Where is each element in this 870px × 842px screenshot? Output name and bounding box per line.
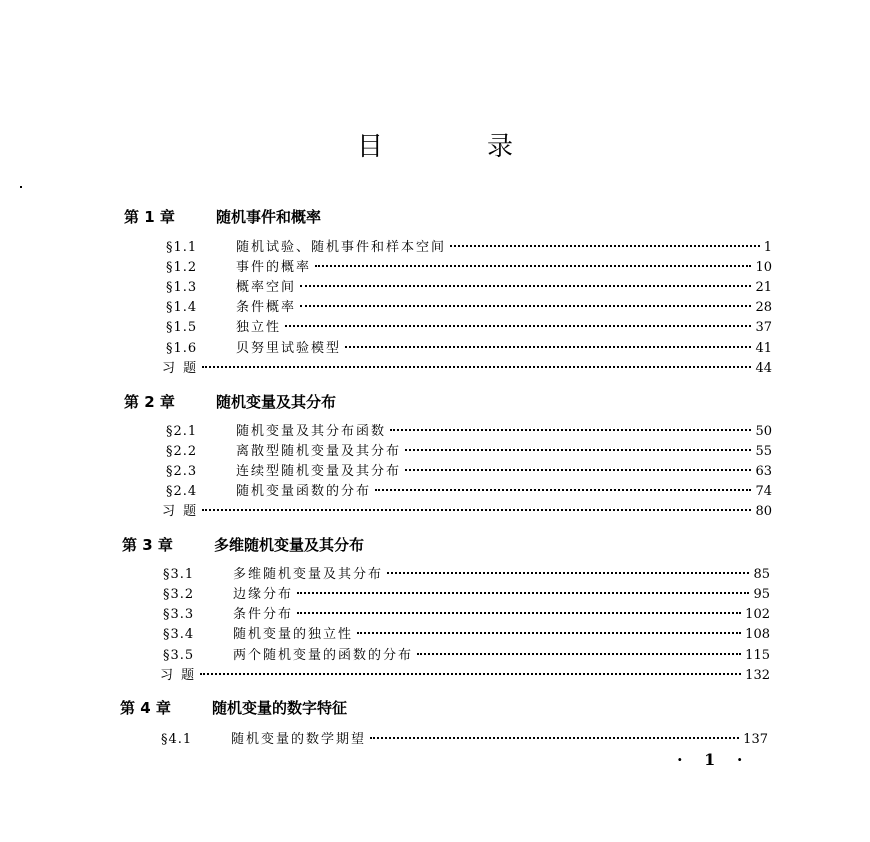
page-title-char-1: 目: [356, 132, 383, 162]
page-title-char-2: 录: [487, 132, 514, 162]
toc-entry[interactable]: [166, 483, 772, 501]
toc-entry[interactable]: [166, 259, 772, 277]
leader-dots: [300, 305, 751, 307]
leader-dots: [387, 572, 749, 574]
toc-entry[interactable]: [166, 279, 772, 297]
leader-dots: [297, 612, 741, 614]
section-title: 两个随机变量的函数的分布: [233, 648, 414, 663]
section-number: §3.5: [163, 648, 195, 663]
page-number: 74: [755, 484, 772, 499]
page-number: 50: [755, 424, 772, 439]
page-number: 21: [755, 280, 772, 295]
leader-dots: [300, 285, 751, 287]
page-number: 1: [763, 240, 772, 255]
chapter-title: 多维随机变量及其分布: [214, 536, 365, 554]
leader-dots: [390, 429, 751, 431]
page-number: 102: [745, 607, 770, 622]
chapter-title: 随机事件和概率: [216, 208, 322, 226]
page-number: 95: [753, 587, 770, 602]
section-number: §2.2: [166, 444, 198, 459]
toc-entry[interactable]: [161, 731, 768, 749]
section-number: §2.4: [166, 484, 198, 499]
page-footer-number: · 1 ·: [677, 750, 751, 769]
toc-entry[interactable]: [166, 299, 772, 317]
toc-entry[interactable]: [166, 340, 772, 358]
page-number: 132: [745, 668, 770, 683]
section-number: §1.4: [166, 300, 198, 315]
section-number: §1.1: [166, 240, 198, 255]
exercises-title: 习 题: [162, 361, 199, 376]
chapter-number: 第 3 章: [122, 536, 173, 554]
chapter-title: 随机变量及其分布: [216, 393, 337, 411]
section-title: 离散型随机变量及其分布: [236, 444, 402, 459]
page-title: [0, 126, 870, 163]
chapter-title: 随机变量的数字特征: [212, 699, 348, 717]
page-number: 55: [755, 444, 772, 459]
toc-entry[interactable]: [163, 606, 770, 624]
section-number: §1.5: [166, 320, 198, 335]
section-number: §2.3: [166, 464, 198, 479]
section-title: 随机变量函数的分布: [236, 484, 372, 499]
page-number: 115: [745, 648, 770, 663]
section-number: §3.4: [163, 627, 195, 642]
exercises-title: 习 题: [160, 668, 197, 683]
section-title: 贝努里试验模型: [236, 341, 342, 356]
section-number: §1.6: [166, 341, 198, 356]
leader-dots: [450, 245, 760, 247]
section-title: 随机变量的独立性: [233, 627, 354, 642]
leader-dots: [417, 653, 741, 655]
leader-dots: [297, 592, 749, 594]
section-title: 条件分布: [233, 607, 294, 622]
chapter-number: 第 1 章: [124, 208, 175, 226]
leader-dots: [202, 366, 751, 368]
leader-dots: [375, 489, 751, 491]
section-title: 独立性: [236, 320, 282, 335]
section-title: 概率空间: [236, 280, 297, 295]
section-title: 事件的概率: [236, 260, 312, 275]
toc-entry[interactable]: [166, 463, 772, 481]
page-number: 85: [753, 567, 770, 582]
page-number: 28: [755, 300, 772, 315]
page-number: 137: [743, 732, 768, 747]
chapter-heading[interactable]: [124, 391, 336, 412]
leader-dots: [285, 325, 751, 327]
section-number: §4.1: [161, 732, 193, 747]
toc-entry[interactable]: [163, 647, 770, 665]
leader-dots: [405, 449, 751, 451]
toc-entry-exercises[interactable]: [160, 667, 770, 685]
section-title: 边缘分布: [233, 587, 294, 602]
section-number: §1.2: [166, 260, 198, 275]
page-number: 108: [745, 627, 770, 642]
chapter-heading[interactable]: [124, 206, 321, 227]
leader-dots: [405, 469, 751, 471]
toc-entry[interactable]: [166, 423, 772, 441]
leader-dots: [315, 265, 751, 267]
toc-entry[interactable]: [166, 239, 772, 257]
toc-entry[interactable]: [163, 626, 770, 644]
toc-entry-exercises[interactable]: [162, 503, 772, 521]
page-number: 80: [755, 504, 772, 519]
section-number: §1.3: [166, 280, 198, 295]
section-title: 随机变量的数学期望: [231, 732, 367, 747]
toc-entry[interactable]: [166, 443, 772, 461]
chapter-heading[interactable]: [120, 697, 347, 718]
leader-dots: [200, 673, 741, 675]
leader-dots: [370, 737, 739, 739]
section-number: §3.1: [163, 567, 195, 582]
toc-entry[interactable]: [163, 586, 770, 604]
section-title: 随机试验、随机事件和样本空间: [236, 240, 447, 255]
leader-dots: [202, 509, 751, 511]
chapter-number: 第 2 章: [124, 393, 175, 411]
page-number: 63: [755, 464, 772, 479]
page-number: 37: [755, 320, 772, 335]
exercises-title: 习 题: [162, 504, 199, 519]
section-number: §2.1: [166, 424, 198, 439]
toc-entry[interactable]: [166, 319, 772, 337]
page-number: 41: [755, 341, 772, 356]
leader-dots: [345, 346, 751, 348]
chapter-number: 第 4 章: [120, 699, 171, 717]
section-title: 多维随机变量及其分布: [233, 567, 384, 582]
page-number: 10: [755, 260, 772, 275]
chapter-heading[interactable]: [122, 534, 364, 555]
toc-entry-exercises[interactable]: [162, 360, 772, 378]
page-number: 44: [755, 361, 772, 376]
toc-entry[interactable]: [163, 566, 770, 584]
section-title: 随机变量及其分布函数: [236, 424, 387, 439]
section-number: §3.3: [163, 607, 195, 622]
section-number: §3.2: [163, 587, 195, 602]
section-title: 条件概率: [236, 300, 297, 315]
scan-speck: [20, 186, 22, 188]
section-title: 连续型随机变量及其分布: [236, 464, 402, 479]
leader-dots: [357, 632, 741, 634]
